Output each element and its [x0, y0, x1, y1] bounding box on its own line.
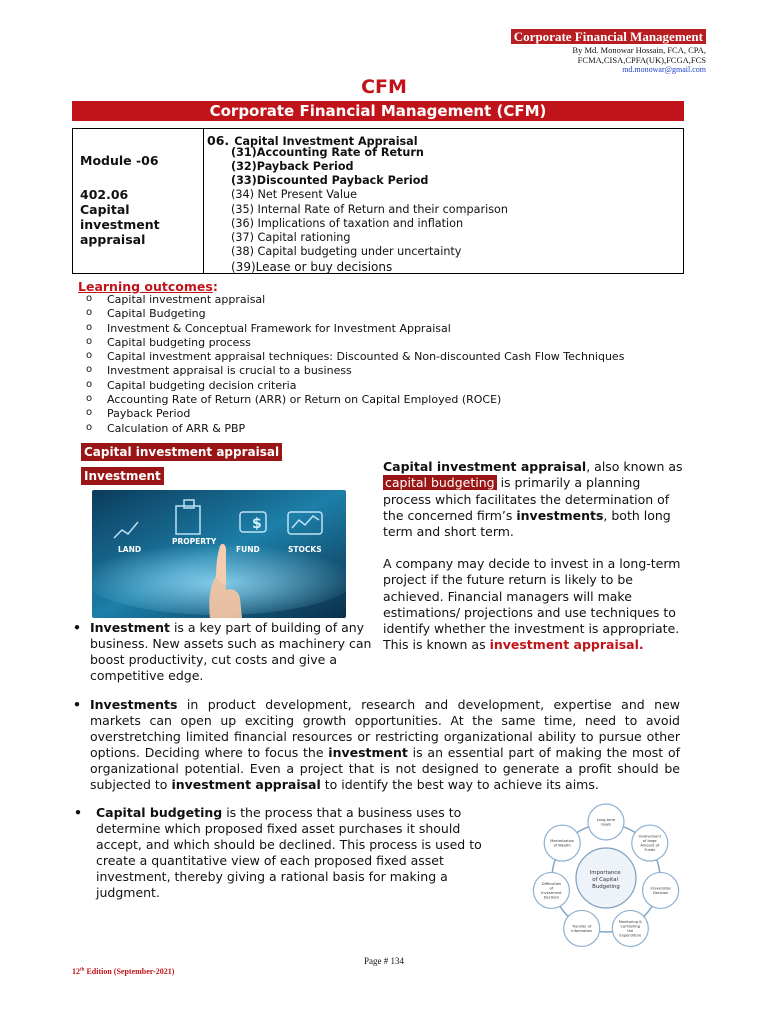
- list-item: o Capital budgeting decision criteria: [86, 379, 624, 393]
- topic-item: (31)Accounting Rate of Return: [231, 146, 424, 159]
- topic-item: (39)Lease or buy decisions: [231, 260, 393, 274]
- course-banner: Corporate Financial Management (CFM): [72, 101, 684, 121]
- cycle-node-label: Involvement of large Amount of Funds: [638, 834, 661, 852]
- photo-label-stocks: STOCKS: [288, 545, 322, 554]
- cycle-node-label: Irreversible Decision: [650, 886, 671, 895]
- section-tag-capital-investment-appraisal: Capital investment appraisal: [81, 443, 282, 461]
- topic-item: (38) Capital budgeting under uncertainty: [231, 245, 462, 258]
- right-paragraph-1: Capital investment appraisal, also known as capital budgeting is primarily a planning process which facilitates the determination of the concerned firm’s investments, both long term and short term.: [383, 459, 683, 540]
- topic-item: (34) Net Present Value: [231, 188, 357, 201]
- topic-item: (32)Payback Period: [231, 160, 354, 173]
- list-item: o Capital Budgeting: [86, 307, 624, 321]
- topic-item: (33)Discounted Payback Period: [231, 174, 429, 187]
- topic-number: 06.: [207, 133, 230, 148]
- learning-outcomes-heading: Learning outcomes:: [78, 279, 218, 294]
- cycle-node-label: Transfer of Information: [571, 924, 593, 933]
- topic-item: (37) Capital rationing: [231, 231, 351, 244]
- section-tag-investment: Investment: [81, 467, 164, 485]
- topic-item: (35) Internal Rate of Return and their comparison: [231, 203, 508, 216]
- bullet-capital-budgeting: • Capital budgeting is the process that a business uses to determine which proposed fixed asset purchases it should accept, and which should be declined. This process is used to create a quantitative view of each proposed fixed asset investment, thereby giving a rational basis for making a judgment.: [74, 805, 482, 900]
- topic-title: Capital Investment Appraisal: [234, 135, 418, 148]
- edition-footer: 12th Edition (September-2021): [72, 967, 175, 976]
- header-credentials: FCMA,CISA,CPFA(UK),FCGA,FCS: [577, 55, 706, 65]
- importance-cycle-diagram: [516, 802, 690, 954]
- module-info-cell: [73, 129, 204, 273]
- cycle-node-label: Long-term Goals: [596, 818, 616, 827]
- header-email[interactable]: md.monowar@gmail.com: [622, 65, 706, 74]
- list-item: o Investment & Conceptual Framework for Investment Appraisal: [86, 322, 624, 336]
- bullet-investment: • Investment is a key part of building of any business. New assets such as machinery can boost productivity, cut costs and give a competitive edge.: [73, 620, 372, 683]
- module-code: [80, 187, 190, 247]
- module-name-line: appraisal: [80, 232, 146, 247]
- investment-photo: [92, 490, 346, 618]
- investment-illustration: [92, 490, 346, 618]
- learning-outcomes-list: [86, 293, 624, 436]
- list-item: o Calculation of ARR & PBP: [86, 422, 624, 436]
- list-item: o Capital investment appraisal: [86, 293, 624, 307]
- module-name-line: investment: [80, 217, 160, 232]
- module-label: Module -06: [80, 153, 159, 168]
- header-author: By Md. Monowar Hossain, FCA, CPA,: [572, 45, 706, 55]
- photo-label-land: LAND: [118, 545, 142, 554]
- cycle-node-label: Difficulties of Investment Decision: [541, 882, 562, 900]
- topic-item: (36) Implications of taxation and inflation: [231, 217, 464, 230]
- list-item: o Capital budgeting process: [86, 336, 624, 350]
- cycle-node-label: Maximization of Wealth: [550, 839, 575, 848]
- module-name-line: Capital: [80, 202, 130, 217]
- cycle-center-label: Importance of Capital Budgeting: [589, 870, 621, 890]
- photo-label-property: PROPERTY: [172, 537, 217, 546]
- list-item: o Capital investment appraisal techniques: Discounted & Non-discounted Cash Flow Techniques: [86, 350, 624, 364]
- page-number: Page # 134: [364, 956, 404, 966]
- svg-text:$: $: [252, 516, 262, 532]
- right-paragraph-2: A company may decide to invest in a long-term project if the future return is likely to be achieved. Financial managers will make estimations/ projections and use techniques to identify whether the investment is appropriate. This is known as investment appraisal.: [383, 556, 681, 653]
- module-code-number: 402.06: [80, 187, 129, 202]
- header-title: Corporate Financial Management: [511, 29, 706, 44]
- cfm-heading: CFM: [361, 76, 407, 98]
- cycle-node-label: Monitoring & Controlling the Expenditure: [618, 920, 642, 938]
- module-table: [72, 128, 684, 274]
- photo-label-fund: FUND: [236, 545, 260, 554]
- list-item: o Accounting Rate of Return (ARR) or Return on Capital Employed (ROCE): [86, 393, 624, 407]
- bullet-investments: • Investments in product development, research and development, expertise and new markets can open up exciting growth opportunities. At the same time, need to avoid overstretching limited financial resources or restricting organizational ability to pursue other options. Deciding where to focus the investment is an essential part of making the most of organizational potential. Even a project that is not designed to generate a profit should be subjected to investment appraisal to identify the best way to achieve its aims.: [73, 697, 680, 792]
- list-item: o Payback Period: [86, 407, 624, 421]
- list-item: o Investment appraisal is crucial to a business: [86, 364, 624, 378]
- module-topics-cell: [204, 129, 683, 273]
